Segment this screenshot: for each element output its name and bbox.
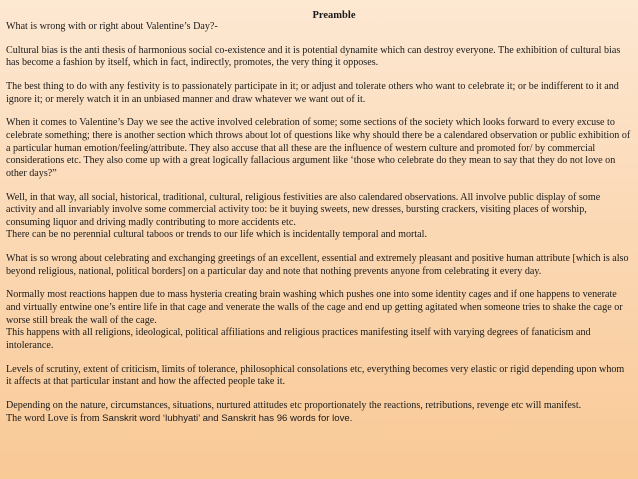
religions-text: This happens with all religions, ideological, political affiliations and religious practices manifesting itself with varying degrees of fanaticism and intolerance. <box>6 327 591 351</box>
paragraph-what-is-wrong: What is so wrong about celebrating and exchanging greetings of an excellent, essential and extremely pleasant and positive human attribute [which is also beyond religious, national, political borders] on a particular day and note that nothing prevents anyone from celebrating it every day. <box>6 253 629 277</box>
cultural-taboos-text: There can be no perennial cultural taboos or trends to our life which is incidentally temporal and mortal. <box>6 229 427 241</box>
paragraph-mass-hysteria <box>6 289 632 352</box>
closing-serif-text: The word Love is from <box>6 412 100 424</box>
mass-hysteria-text: Normally most reactions happen due to mass hysteria creating brain washing which pushes one into some identity cages and if one happens to venerate and virtually entwine one’s entire life in that cage and venerate the walls of the cage and end up getting agitated when someone tries to shake the cage or worse still break the wall of the cage. <box>6 289 623 326</box>
depending-text: Depending on the nature, circumstances, situations, nurtured attitudes etc proportionately the reactions, retributions, revenge etc will manifest. <box>6 399 582 411</box>
paragraph-valentines-day: When it comes to Valentine’s Day we see the active involved celebration of some; some sections of the society which looks forward to every excuse to celebrate something; there is another section which throws about lot of questions like why should there be a calendared observation or public exhibition of a particular human emotion/feeling/attribute. They also accuse that all these are the influence of western culture and promoted for/ by commercial considerations etc. They also come up with a great logically fallacious argument like ‘those who celebrate do they mean to say that they do not love on other days?” <box>6 117 631 179</box>
paragraph-best-thing: The best thing to do with any festivity is to passionately participate in it; or adjust and tolerate others who want to celebrate it; or be indifferent to it and ignore it; or merely watch it in an unbiased manner and draw whatever we want out of it. <box>6 80 619 105</box>
slide-body <box>6 21 632 425</box>
closing-sans-text: Sanskrit word ‘lubhyati’ and Sanskrit has 96 words for love. <box>102 412 353 424</box>
paragraph-depending <box>6 400 632 425</box>
festivities-text: Well, in that way, all social, historical, traditional, cultural, religious festivities are also calendared observations. All involve public display of some activity and all invariably involve some commercial activity too: be it buying sweets, new dresses, bursting crackers, visiting places of worship, consuming liquor and driving madly contributing to more accidents etc. <box>6 191 601 228</box>
closing-line <box>6 413 632 426</box>
paragraph-festivities <box>6 192 632 242</box>
question-line: What is wrong with or right about Valentine’s Day?- <box>6 21 218 32</box>
paragraph-levels-of-scrutiny: Levels of scrutiny, extent of criticism, limits of tolerance, philosophical consolations etc, everything becomes very elastic or rigid depending upon whom it affects at that particular instant and how the affected people take it. <box>6 363 625 388</box>
slide-title: Preamble <box>312 10 356 21</box>
paragraph-cultural-bias: Cultural bias is the anti thesis of harmonious social co-existence and it is potential dynamite which can destroy everyone. The exhibition of cultural bias has become a fashion by itself, which in fact, indirectly, promotes, the very thing it opposes. <box>6 44 621 69</box>
